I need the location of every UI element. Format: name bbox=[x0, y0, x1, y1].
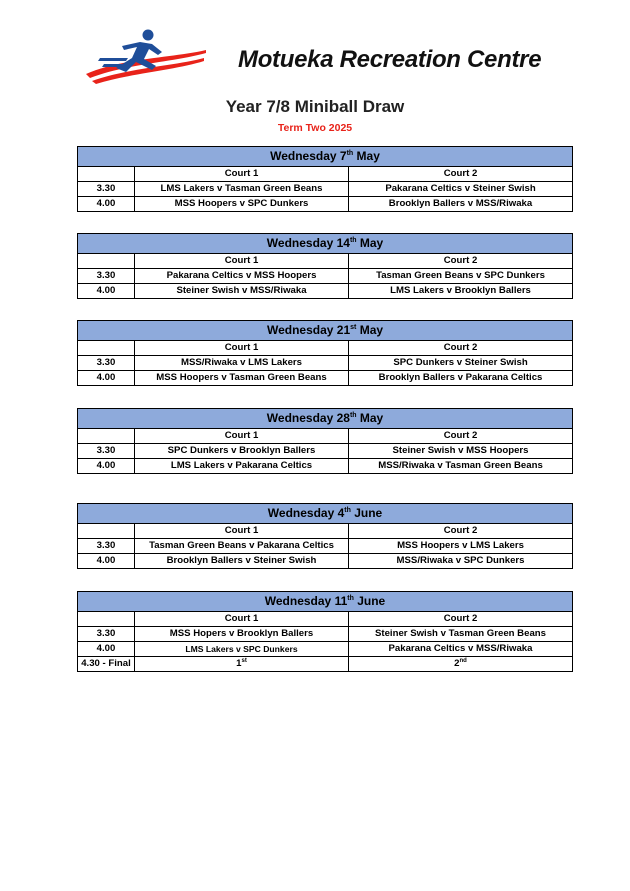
date-heading-text: Wednesday 7 bbox=[270, 149, 347, 163]
court-1-label: Court 1 bbox=[135, 167, 349, 182]
court-1-match: Pakarana Celtics v MSS Hoopers bbox=[135, 269, 349, 284]
final-court-2-suffix: nd bbox=[459, 658, 467, 664]
game-row bbox=[78, 642, 573, 657]
game-row bbox=[78, 627, 573, 642]
court-1-match: LMS Lakers v SPC Dunkers bbox=[135, 642, 349, 657]
court-2-match: Tasman Green Beans v SPC Dunkers bbox=[349, 269, 573, 284]
court-2-label: Court 2 bbox=[349, 612, 573, 627]
final-row bbox=[78, 657, 573, 672]
final-court-2 bbox=[349, 657, 573, 672]
week-table bbox=[77, 591, 573, 672]
court-1-match: Tasman Green Beans v Pakarana Celtics bbox=[135, 539, 349, 554]
court-2-label: Court 2 bbox=[349, 429, 573, 444]
blank-cell bbox=[78, 167, 135, 182]
page-subtitle: Term Two 2025 bbox=[277, 122, 353, 134]
court-1-match: SPC Dunkers v Brooklyn Ballers bbox=[135, 444, 349, 459]
week-table bbox=[77, 408, 573, 474]
game-row bbox=[78, 182, 573, 197]
blank-cell bbox=[78, 429, 135, 444]
organisation-name: Motueka Recreation Centre bbox=[238, 46, 542, 73]
game-time: 4.00 bbox=[78, 197, 135, 212]
court-label-row bbox=[78, 524, 573, 539]
date-heading-text: Wednesday 28 bbox=[266, 411, 350, 425]
date-heading-suffix: th bbox=[347, 595, 354, 602]
date-heading-month: May bbox=[356, 236, 384, 250]
court-1-label: Court 1 bbox=[135, 524, 349, 539]
court-label-row bbox=[78, 254, 573, 269]
week-table bbox=[77, 146, 573, 212]
date-heading-suffix: th bbox=[349, 412, 357, 419]
date-heading-month: May bbox=[353, 149, 380, 163]
court-1-match: Steiner Swish v MSS/Riwaka bbox=[135, 284, 349, 299]
game-row bbox=[78, 371, 573, 386]
game-time: 3.30 bbox=[78, 182, 135, 197]
game-time: 4.00 bbox=[78, 642, 135, 657]
court-1-match: MSS/Riwaka v LMS Lakers bbox=[135, 356, 349, 371]
game-row bbox=[78, 444, 573, 459]
final-court-2-text: 2 bbox=[454, 658, 460, 669]
court-1-match: LMS Lakers v Tasman Green Beans bbox=[135, 182, 349, 197]
court-label-row bbox=[78, 167, 573, 182]
date-heading-month: May bbox=[356, 411, 384, 425]
game-row bbox=[78, 539, 573, 554]
court-2-label: Court 2 bbox=[349, 254, 573, 269]
court-label-row bbox=[78, 429, 573, 444]
court-1-label: Court 1 bbox=[135, 429, 349, 444]
date-heading bbox=[78, 504, 573, 524]
final-court-1-suffix: st bbox=[241, 658, 247, 664]
court-2-match: Brooklyn Ballers v MSS/Riwaka bbox=[349, 197, 573, 212]
court-2-match: LMS Lakers v Brooklyn Ballers bbox=[349, 284, 573, 299]
final-court-1-text: 1 bbox=[236, 658, 242, 669]
date-heading-month: June bbox=[353, 594, 386, 608]
game-time: 4.00 bbox=[78, 459, 135, 474]
game-time: 4.00 bbox=[78, 554, 135, 569]
game-row bbox=[78, 269, 573, 284]
date-heading-text: Wednesday 21 bbox=[266, 323, 351, 337]
court-1-label: Court 1 bbox=[135, 254, 349, 269]
court-2-match: Brooklyn Ballers v Pakarana Celtics bbox=[349, 371, 573, 386]
court-2-label: Court 2 bbox=[349, 341, 573, 356]
court-2-match: Steiner Swish v Tasman Green Beans bbox=[349, 627, 573, 642]
date-row bbox=[78, 147, 573, 167]
court-2-match: MSS Hoopers v LMS Lakers bbox=[349, 539, 573, 554]
date-heading bbox=[78, 409, 573, 429]
final-time: 4.30 - Final bbox=[78, 657, 135, 672]
blank-cell bbox=[78, 524, 135, 539]
court-1-match: MSS Hoopers v SPC Dunkers bbox=[135, 197, 349, 212]
game-time: 3.30 bbox=[78, 539, 135, 554]
date-heading-suffix: th bbox=[346, 150, 354, 157]
runner-logo-icon bbox=[82, 28, 208, 86]
court-2-match: SPC Dunkers v Steiner Swish bbox=[349, 356, 573, 371]
date-heading-month: June bbox=[350, 506, 383, 520]
date-heading-suffix: st bbox=[350, 324, 357, 331]
date-heading-suffix: th bbox=[344, 507, 351, 514]
game-time: 3.30 bbox=[78, 269, 135, 284]
final-court-1 bbox=[135, 657, 349, 672]
game-row bbox=[78, 459, 573, 474]
court-1-label: Court 1 bbox=[135, 612, 349, 627]
date-heading bbox=[78, 592, 573, 612]
date-heading-text: Wednesday 4 bbox=[267, 506, 345, 520]
court-1-match: MSS Hopers v Brooklyn Ballers bbox=[135, 627, 349, 642]
court-2-match: Pakarana Celtics v MSS/Riwaka bbox=[349, 642, 573, 657]
date-heading-text: Wednesday 14 bbox=[266, 236, 350, 250]
game-time: 3.30 bbox=[78, 627, 135, 642]
date-row bbox=[78, 234, 573, 254]
blank-cell bbox=[78, 341, 135, 356]
court-1-match: Brooklyn Ballers v Steiner Swish bbox=[135, 554, 349, 569]
date-row bbox=[78, 592, 573, 612]
game-row bbox=[78, 284, 573, 299]
court-2-label: Court 2 bbox=[349, 524, 573, 539]
week-table bbox=[77, 320, 573, 386]
week-table bbox=[77, 233, 573, 299]
date-row bbox=[78, 321, 573, 341]
date-heading-text: Wednesday 11 bbox=[264, 594, 348, 608]
court-2-match: Steiner Swish v MSS Hoopers bbox=[349, 444, 573, 459]
court-1-match: MSS Hoopers v Tasman Green Beans bbox=[135, 371, 349, 386]
court-2-match: Pakarana Celtics v Steiner Swish bbox=[349, 182, 573, 197]
date-heading bbox=[78, 147, 573, 167]
page-title: Year 7/8 Miniball Draw bbox=[225, 97, 405, 116]
week-table bbox=[77, 503, 573, 569]
game-time: 4.00 bbox=[78, 284, 135, 299]
court-1-match: LMS Lakers v Pakarana Celtics bbox=[135, 459, 349, 474]
blank-cell bbox=[78, 612, 135, 627]
court-2-label: Court 2 bbox=[349, 167, 573, 182]
court-2-match: MSS/Riwaka v Tasman Green Beans bbox=[349, 459, 573, 474]
date-heading-suffix: th bbox=[349, 237, 357, 244]
date-row bbox=[78, 504, 573, 524]
date-heading-month: May bbox=[356, 323, 384, 337]
game-time: 3.30 bbox=[78, 356, 135, 371]
date-heading bbox=[78, 234, 573, 254]
blank-cell bbox=[78, 254, 135, 269]
game-time: 3.30 bbox=[78, 444, 135, 459]
game-row bbox=[78, 197, 573, 212]
game-time: 4.00 bbox=[78, 371, 135, 386]
date-row bbox=[78, 409, 573, 429]
date-heading bbox=[78, 321, 573, 341]
game-row bbox=[78, 356, 573, 371]
court-label-row bbox=[78, 612, 573, 627]
court-label-row bbox=[78, 341, 573, 356]
game-row bbox=[78, 554, 573, 569]
court-1-label: Court 1 bbox=[135, 341, 349, 356]
court-2-match: MSS/Riwaka v SPC Dunkers bbox=[349, 554, 573, 569]
